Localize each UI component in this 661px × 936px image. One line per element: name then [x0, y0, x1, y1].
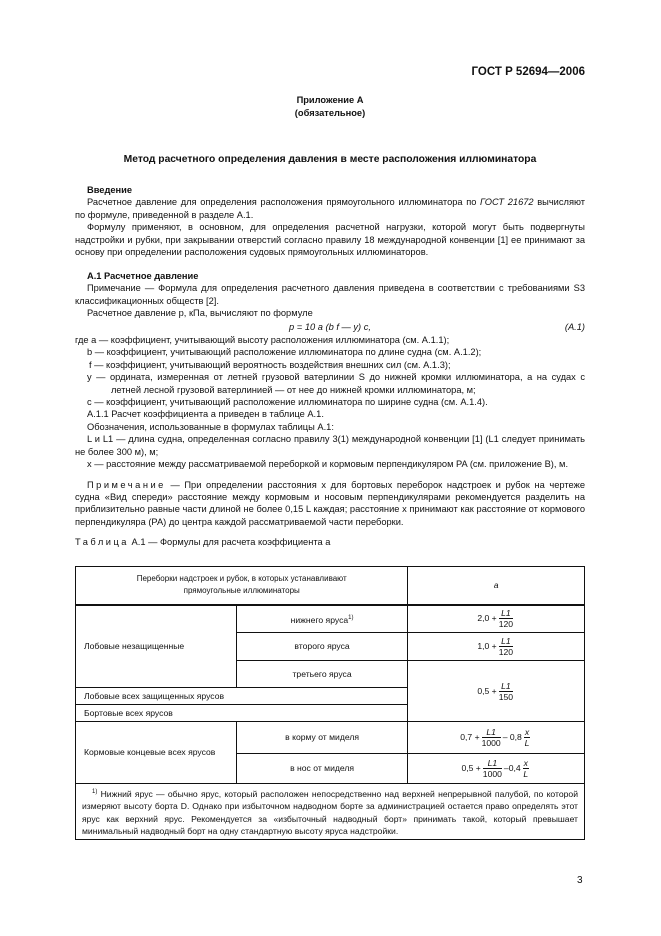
cell-front-unprotected: Лобовые незащищенные [76, 605, 237, 688]
cell-front-protected: Лобовые всех защищенных ярусов [76, 688, 408, 705]
where-a: где a — коэффициент, учитывающий высоту расположения иллюминатора (см. А.1.1); [75, 335, 450, 346]
cell-second-tier: второго яруса [236, 633, 408, 661]
page-title: Метод расчетного определения давления в месте расположения иллюминатора [123, 154, 537, 165]
section-heading: А.1 Расчетное давление [87, 271, 199, 281]
cell-aft-of-midship: в корму от миделя [236, 722, 408, 754]
cell-lower-tier: нижнего яруса$^{1)}$ [236, 605, 408, 633]
def-x: x — расстояние между рассматриваемой переборкой и кормовым перпендикуляром PA (см. приложение В), м. [87, 459, 569, 470]
table-footnote: $^{1)}$ Нижний ярус — обычно ярус, который расположен непосредственно над верхней непрерывной палубой, по которой измеряют высоту борта D. Однако при избыточном надводном борте за администрацией остается право определять этот ярус как верхний ярус. Рекомендуется за «избыточный надводный борт» принимать такой, который превышает минимальный надводный борт на одну стандартную высоту яруса надстройки. [76, 784, 585, 840]
table-caption: Таблица А.1 — Формулы для расчета коэффициента a [75, 537, 331, 548]
notation-paragraph: Обозначения, использованные в формулах таблицы А.1: [87, 421, 334, 432]
annex-title: Приложение А [296, 95, 364, 105]
def-l: L и L1 — длина судна, определенная согласно правилу 3(1) международной конвенции [1] (L1 следует принимать не более 300 м), м; [75, 434, 585, 457]
where-y: y — ордината, измеренная от летней грузовой ватерлинии S до нижней кромки иллюминатора, а на судах с летней лесной грузовой ватерлинией — от нее до нижней кромки иллюминатора, м; [87, 372, 585, 395]
formula-lower-tier: 2,0 + $\frac{L1}{120}$ [408, 605, 585, 633]
intro-paragraph-1: Расчетное давление для определения расположения прямоугольного иллюминатора по ГОСТ 21672 вычисляют по формуле, приведенной в разделе А.1. [75, 197, 586, 220]
where-b: b — коэффициент, учитывающий расположение иллюминатора по длине судна (см. А.1.2); [87, 347, 482, 358]
section-a1 [75, 270, 585, 549]
table-header-a: a [408, 567, 585, 605]
section-note-2: Примечание — При определении расстояния x для бортовых переборок надстроек и рубок на чертеже судна «Вид спереди» расстояние между кормовым и носовым перпендикулярами рекомендуется разделить на приблизительно равные части длиной не более 0,15 L каждая; расстояние x принимают как расстояние от кормового перпендикуляра (PA) до центра каждой рассматриваемой части переборки. [75, 479, 585, 527]
cell-side-all: Бортовые всех ярусов [76, 705, 408, 722]
standard-number: ГОСТ Р 52694—2006 [471, 66, 585, 78]
formula-aft-of-midship: 0,7 + $\frac{L1}{1000}$ – 0,8 $\frac{x}{L}$ [408, 722, 585, 754]
a11-paragraph: А.1.1 Расчет коэффициента a приведен в таблице А.1. [87, 409, 324, 420]
formula-a1: p = 10 a (b f — y) c, (А.1) [289, 321, 585, 332]
intro-paragraph-2: Формулу применяют, в основном, для определения расчетной нагрузки, которой могут быть подвергнуты надстройки и рубки, при закрывании отверстий согласно правилу 18 международной конвенции [1] ее принимают за основу при определении расположения судовых прямоугольных иллюминаторов. [75, 222, 585, 258]
cell-fwd-of-midship: в нос от миделя [236, 754, 408, 784]
section-note: Примечание — Формула для определения расчетного давления приведена в соответствии с требованиями S3 классификационных обществ [2]. [75, 283, 585, 306]
where-f: f — коэффициент, учитывающий вероятность воздействия внешних сил (см. А.1.3); [89, 359, 451, 370]
where-c: c — коэффициент, учитывающий расположение иллюминатора по ширине судна (см. А.1.4). [87, 397, 488, 408]
cell-third-tier: третьего яруса [236, 661, 408, 688]
coefficient-table [75, 566, 585, 840]
formula-fwd-of-midship: 0,5 + $\frac{L1}{1000}$ –0,4 $\frac{x}{L}$ [408, 754, 585, 784]
intro-heading: Введение [87, 185, 133, 195]
table-header-bulkheads: Переборки надстроек и рубок, в которых устанавливают прямоугольные иллюминаторы [76, 567, 408, 605]
formula-second-tier: 1,0 + $\frac{L1}{120}$ [408, 633, 585, 661]
formula-third-tier: 0,5 + $\frac{L1}{150}$ [408, 661, 585, 722]
formula-intro: Расчетное давление p, кПа, вычисляют по формуле [87, 308, 313, 319]
cell-aft-end: Кормовые концевые всех ярусов [76, 722, 237, 784]
intro-section [75, 184, 585, 258]
annex-status: (обязательное) [294, 108, 366, 118]
page-number: 3 [577, 875, 583, 886]
